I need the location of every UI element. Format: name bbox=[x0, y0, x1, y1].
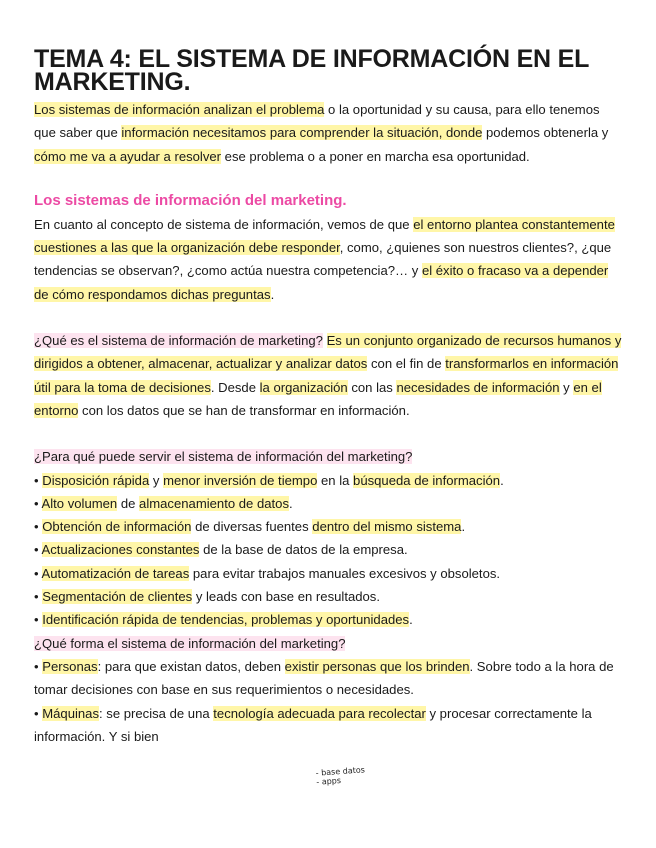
intro-highlight-3: cómo me va a ayudar a resolver bbox=[34, 148, 222, 164]
spacer bbox=[34, 306, 624, 329]
document-page bbox=[34, 45, 624, 748]
bullet: • bbox=[34, 612, 43, 628]
bullet: • bbox=[34, 658, 43, 674]
list-item-text: . bbox=[461, 519, 466, 535]
maquinas-highlight-2: tecnología adecuada para recolectar bbox=[213, 705, 426, 721]
bullet: • bbox=[34, 542, 42, 558]
list-item-text: de diversas fuentes bbox=[191, 519, 313, 535]
concept-paragraph bbox=[34, 213, 624, 306]
list-item bbox=[34, 538, 624, 561]
list-item-highlight: Disposición rápida bbox=[42, 472, 150, 488]
intro-text-1: o la oportunidad y su causa, para ello tenemos que saber que bbox=[34, 102, 600, 141]
maquinas-text-1: : se precisa de una bbox=[99, 705, 214, 721]
definition-text-5: y bbox=[559, 379, 574, 395]
personas-highlight-1: Personas bbox=[42, 658, 98, 674]
maquinas-highlight-1: Máquinas bbox=[42, 705, 100, 721]
concept-highlight-1: el entorno plantea constantemente cuestiones a las que la organización debe responder bbox=[34, 216, 615, 256]
list-item-text: para evitar trabajos manuales excesivos y obsoletos. bbox=[189, 565, 501, 581]
definition-highlight-1: Es un conjunto organizado de recursos humanos y dirigidos a obtener, almacenar, actualizar y analizar datos bbox=[34, 333, 622, 372]
concept-highlight-2: el éxito o fracaso va a depender de cómo respondamos dichas preguntas bbox=[34, 263, 609, 302]
bullet: • bbox=[34, 472, 43, 488]
bullet: • bbox=[34, 519, 43, 535]
list-item-text: . bbox=[289, 495, 293, 511]
definition-text-4: con las bbox=[347, 379, 397, 395]
list-item-highlight: Segmentación de clientes bbox=[42, 589, 193, 605]
list-item-highlight: Identificación rápida de tendencias, problemas y oportunidades bbox=[42, 612, 410, 628]
note-line-2: - apps bbox=[316, 775, 342, 787]
page-title: TEMA 4: EL SISTEMA DE INFORMACIÓN EN EL MARKETING. bbox=[34, 45, 589, 96]
personas-text-2: . Sobre todo a la hora de tomar decisiones con base en sus requerimientos o necesidades. bbox=[34, 658, 614, 698]
maquinas-item bbox=[34, 702, 624, 749]
list-item-highlight: Actualizaciones constantes bbox=[41, 542, 200, 558]
uses-list bbox=[34, 469, 624, 632]
bullet: • bbox=[34, 565, 42, 581]
uses-question-text: ¿Para qué puede servir el sistema de información del marketing? bbox=[34, 449, 413, 465]
concept-text-2: , como, ¿quienes son nuestros clientes?, ¿que tendencias se observan?, ¿como actúa nuestra competencia?… y bbox=[34, 240, 612, 279]
list-item-text: y leads con base en resultados. bbox=[192, 589, 380, 605]
definition-text-3: . Desde bbox=[210, 379, 260, 395]
list-item bbox=[34, 469, 624, 492]
bullet: • bbox=[34, 705, 43, 721]
personas-highlight-2: existir personas que los brinden bbox=[284, 658, 470, 674]
section-heading: Los sistemas de información del marketing. bbox=[34, 191, 347, 209]
list-item-text: . bbox=[500, 472, 504, 488]
definition-highlight-3: la organización bbox=[259, 379, 348, 395]
bullet: • bbox=[34, 495, 42, 511]
definition-highlight-2: transformarlos en información útil para la toma de decisiones bbox=[34, 356, 619, 395]
list-item-highlight: Alto volumen bbox=[41, 495, 118, 511]
handwritten-note bbox=[315, 765, 365, 786]
list-item-highlight: Automatización de tareas bbox=[41, 565, 190, 581]
concept-text-1: En cuanto al concepto de sistema de información, vemos de que bbox=[34, 216, 414, 232]
definition-text-6: con los datos que se han de transformar en información. bbox=[78, 402, 410, 418]
definition-highlight-5: en el entorno bbox=[34, 379, 602, 418]
list-item bbox=[34, 585, 624, 608]
definition-text-2: con el fin de bbox=[367, 356, 446, 372]
list-item bbox=[34, 492, 624, 515]
maquinas-text-2: y procesar correctamente la información. Y si bien bbox=[34, 705, 592, 744]
list-item-text: de la base de datos de la empresa. bbox=[199, 542, 408, 558]
list-item-highlight: dentro del mismo sistema bbox=[312, 519, 462, 535]
list-item-highlight: Obtención de información bbox=[42, 519, 192, 535]
definition-question: ¿Qué es el sistema de información de marketing? bbox=[34, 333, 323, 349]
list-item-highlight: almacenamiento de datos bbox=[139, 495, 289, 511]
list-item-text: en la bbox=[317, 472, 354, 488]
list-item bbox=[34, 515, 624, 538]
concept-text-3: . bbox=[270, 286, 275, 302]
list-item-text: . bbox=[409, 612, 413, 628]
list-item-text: de bbox=[117, 495, 140, 511]
personas-item bbox=[34, 655, 624, 702]
list-item-text: y bbox=[149, 472, 164, 488]
definition-highlight-4: necesidades de información bbox=[396, 379, 560, 395]
form-question-text: ¿Qué forma el sistema de información del marketing? bbox=[34, 635, 346, 651]
definition-paragraph bbox=[34, 329, 624, 422]
form-question bbox=[34, 632, 624, 655]
list-item-highlight: menor inversión de tiempo bbox=[163, 472, 318, 488]
list-item bbox=[34, 608, 624, 631]
intro-text-2: podemos obtenerla y bbox=[482, 125, 609, 141]
intro-paragraph bbox=[34, 98, 624, 168]
personas-text-1: : para que existan datos, deben bbox=[97, 658, 285, 674]
bullet: • bbox=[34, 589, 43, 605]
intro-highlight-2: información necesitamos para comprender la situación, donde bbox=[121, 125, 483, 141]
list-item-highlight: búsqueda de información bbox=[353, 472, 501, 488]
intro-highlight-1: Los sistemas de información analizan el problema bbox=[34, 102, 325, 117]
intro-text-3: ese problema o a poner en marcha esa oportunidad. bbox=[221, 148, 530, 164]
uses-question bbox=[34, 445, 624, 468]
note-line-1: - base datos bbox=[315, 765, 366, 778]
spacer bbox=[34, 422, 624, 445]
list-item bbox=[34, 562, 624, 585]
